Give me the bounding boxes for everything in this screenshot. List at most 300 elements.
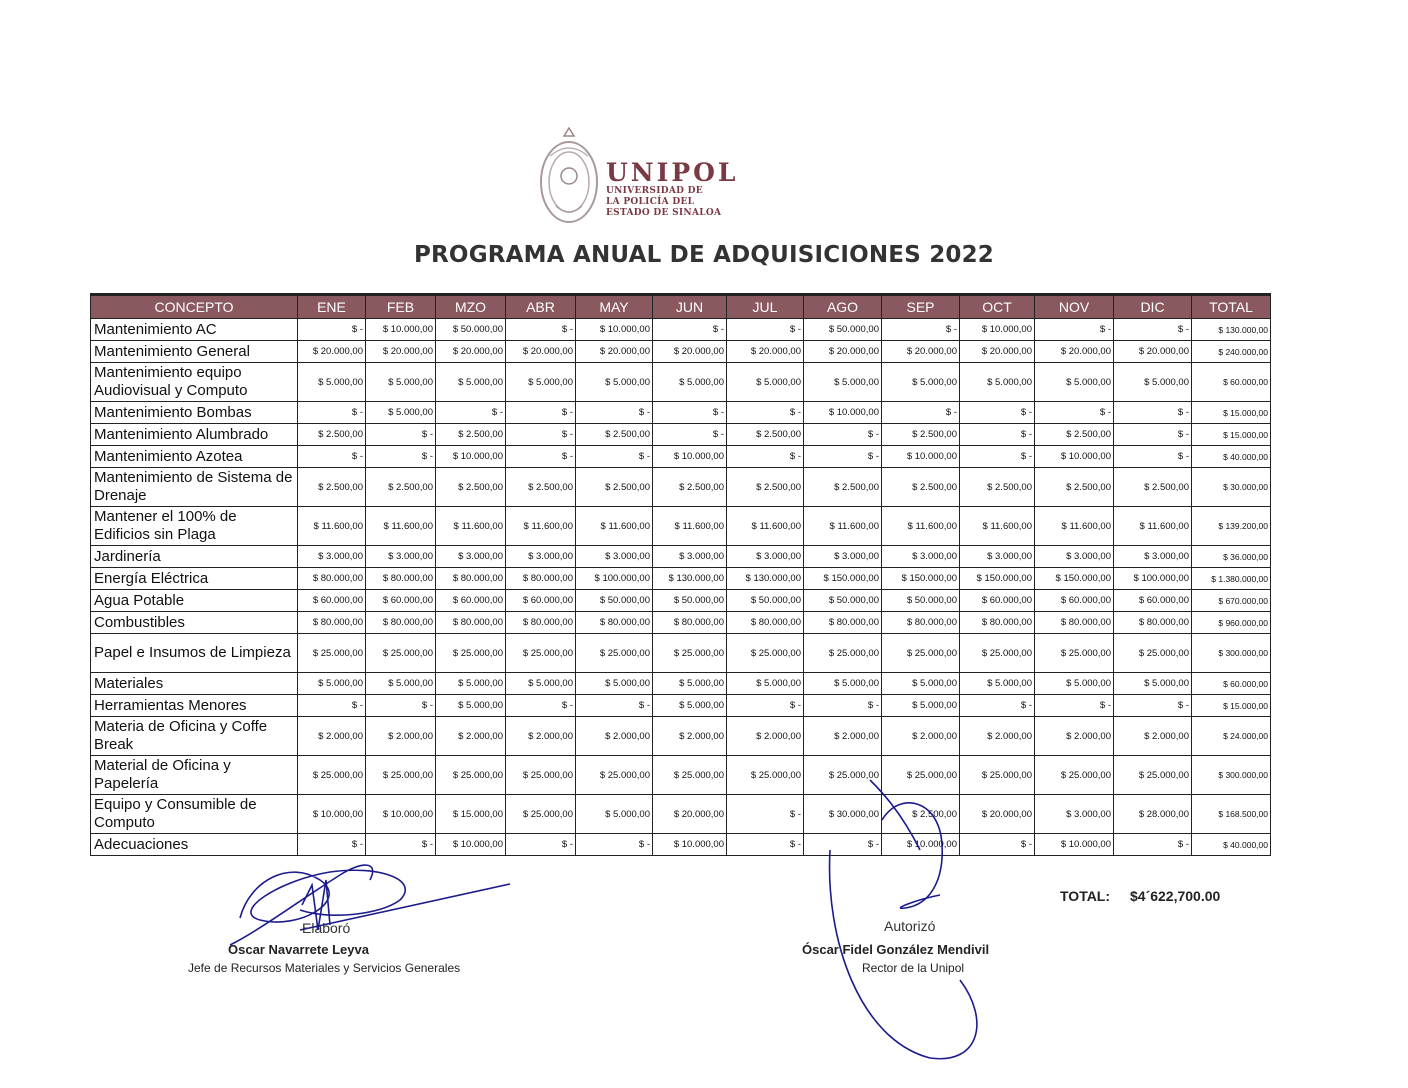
month-value-cell: $ - [298,402,366,424]
header-cell: SEP [882,295,960,319]
brand-line-2: LA POLICÍA DEL [606,197,695,207]
month-value-cell: $ 3.000,00 [804,546,882,568]
month-value-cell: $ 80.000,00 [1035,612,1114,634]
month-value-cell: $ 2.500,00 [653,468,727,507]
header-cell: AGO [804,295,882,319]
concept-cell: Energía Eléctrica [91,568,298,590]
header-cell: ENE [298,295,366,319]
month-value-cell: $ 25.000,00 [298,756,366,795]
concept-cell: Herramientas Menores [91,695,298,717]
table-row [91,568,1271,590]
concept-cell: Mantenimiento AC [91,319,298,341]
month-value-cell: $ 5.000,00 [1114,363,1192,402]
month-value-cell: $ 20.000,00 [882,341,960,363]
month-value-cell: $ 2.500,00 [436,468,506,507]
month-value-cell: $ 2.500,00 [727,424,804,446]
table-row [91,546,1271,568]
total-cell: $ 168.500,00 [1192,795,1271,834]
total-cell: $ 15.000,00 [1192,695,1271,717]
month-value-cell: $ 30.000,00 [804,795,882,834]
acquisitions-table [90,293,1271,856]
month-value-cell: $ 20.000,00 [1114,341,1192,363]
month-value-cell: $ - [1035,402,1114,424]
header-cell: MAY [576,295,653,319]
month-value-cell: $ 10.000,00 [576,319,653,341]
month-value-cell: $ 50.000,00 [653,590,727,612]
month-value-cell: $ 15.000,00 [436,795,506,834]
month-value-cell: $ 20.000,00 [1035,341,1114,363]
month-value-cell: $ 5.000,00 [366,673,436,695]
table-row [91,402,1271,424]
month-value-cell: $ 2.500,00 [727,468,804,507]
authorized-by-label: Autorizó [884,918,936,934]
table-row [91,507,1271,546]
month-value-cell: $ 25.000,00 [576,756,653,795]
month-value-cell: $ 5.000,00 [727,363,804,402]
table-row [91,590,1271,612]
month-value-cell: $ 2.000,00 [727,717,804,756]
brand-block [606,160,739,219]
month-value-cell: $ 25.000,00 [436,756,506,795]
month-value-cell: $ 25.000,00 [1114,634,1192,673]
month-value-cell: $ 25.000,00 [1035,756,1114,795]
month-value-cell: $ 2.000,00 [804,717,882,756]
month-value-cell: $ 2.000,00 [882,717,960,756]
month-value-cell: $ 3.000,00 [1114,546,1192,568]
month-value-cell: $ 3.000,00 [436,546,506,568]
month-value-cell: $ 130.000,00 [653,568,727,590]
month-value-cell: $ 3.000,00 [727,546,804,568]
month-value-cell: $ 5.000,00 [960,363,1035,402]
table-row [91,695,1271,717]
concept-cell: Mantenimiento General [91,341,298,363]
month-value-cell: $ 60.000,00 [298,590,366,612]
total-cell: $ 960.000,00 [1192,612,1271,634]
month-value-cell: $ - [882,319,960,341]
month-value-cell: $ 2.500,00 [576,424,653,446]
month-value-cell: $ 25.000,00 [727,634,804,673]
month-value-cell: $ 20.000,00 [653,795,727,834]
grand-total-label: TOTAL: [1060,888,1111,904]
concept-cell: Combustibles [91,612,298,634]
month-value-cell: $ 150.000,00 [804,568,882,590]
table-row [91,834,1271,856]
month-value-cell: $ 5.000,00 [960,673,1035,695]
month-value-cell: $ 80.000,00 [960,612,1035,634]
month-value-cell: $ 5.000,00 [366,363,436,402]
month-value-cell: $ 25.000,00 [727,756,804,795]
month-value-cell: $ 2.000,00 [576,717,653,756]
month-value-cell: $ - [960,446,1035,468]
month-value-cell: $ - [298,834,366,856]
month-value-cell: $ 80.000,00 [366,612,436,634]
month-value-cell: $ - [1114,319,1192,341]
concept-cell: Mantenimiento equipo Audiovisual y Computo [91,363,298,402]
month-value-cell: $ 5.000,00 [298,673,366,695]
month-value-cell: $ 25.000,00 [653,634,727,673]
header-cell: MZO [436,295,506,319]
month-value-cell: $ 2.500,00 [576,468,653,507]
month-value-cell: $ 25.000,00 [576,634,653,673]
concept-cell: Material de Oficina y Papelería [91,756,298,795]
seal-emblem-icon [536,126,602,226]
month-value-cell: $ 2.500,00 [298,468,366,507]
month-value-cell: $ 25.000,00 [506,795,576,834]
month-value-cell: $ 2.000,00 [436,717,506,756]
month-value-cell: $ 5.000,00 [804,673,882,695]
table-row [91,612,1271,634]
table-row [91,424,1271,446]
month-value-cell: $ 5.000,00 [436,363,506,402]
month-value-cell: $ 10.000,00 [882,834,960,856]
month-value-cell: $ 130.000,00 [727,568,804,590]
month-value-cell: $ 3.000,00 [576,546,653,568]
month-value-cell: $ 80.000,00 [298,568,366,590]
table-row [91,446,1271,468]
month-value-cell: $ 80.000,00 [804,612,882,634]
month-value-cell: $ 20.000,00 [506,341,576,363]
header-cell: DIC [1114,295,1192,319]
concept-cell: Adecuaciones [91,834,298,856]
concept-cell: Papel e Insumos de Limpieza [91,634,298,673]
header-cell: NOV [1035,295,1114,319]
month-value-cell: $ - [366,834,436,856]
month-value-cell: $ 25.000,00 [366,634,436,673]
month-value-cell: $ 60.000,00 [366,590,436,612]
table-row [91,341,1271,363]
month-value-cell: $ - [804,446,882,468]
concept-cell: Mantenimiento Alumbrado [91,424,298,446]
month-value-cell: $ - [727,834,804,856]
month-value-cell: $ - [576,834,653,856]
month-value-cell: $ 10.000,00 [1035,834,1114,856]
total-cell: $ 300.000,00 [1192,756,1271,795]
month-value-cell: $ 25.000,00 [882,634,960,673]
month-value-cell: $ 50.000,00 [727,590,804,612]
month-value-cell: $ - [727,795,804,834]
month-value-cell: $ 10.000,00 [960,319,1035,341]
month-value-cell: $ 2.500,00 [506,468,576,507]
month-value-cell: $ 25.000,00 [366,756,436,795]
header-cell: TOTAL [1192,295,1271,319]
total-cell: $ 1.380.000,00 [1192,568,1271,590]
table-row [91,795,1271,834]
month-value-cell: $ 80.000,00 [727,612,804,634]
prepared-by-role: Jefe de Recursos Materiales y Servicios Generales [188,961,461,975]
header-cell: ABR [506,295,576,319]
month-value-cell: $ 3.000,00 [1035,795,1114,834]
month-value-cell: $ 3.000,00 [960,546,1035,568]
month-value-cell: $ 80.000,00 [366,568,436,590]
month-value-cell: $ 60.000,00 [1114,590,1192,612]
month-value-cell: $ 11.600,00 [1114,507,1192,546]
month-value-cell: $ 5.000,00 [653,673,727,695]
month-value-cell: $ 3.000,00 [298,546,366,568]
month-value-cell: $ 5.000,00 [653,363,727,402]
month-value-cell: $ 20.000,00 [436,341,506,363]
month-value-cell: $ - [727,446,804,468]
month-value-cell: $ 11.600,00 [727,507,804,546]
month-value-cell: $ 10.000,00 [298,795,366,834]
table-row [91,634,1271,673]
month-value-cell: $ 2.000,00 [1035,717,1114,756]
month-value-cell: $ - [960,695,1035,717]
month-value-cell: $ 80.000,00 [436,612,506,634]
concept-cell: Mantenimiento Bombas [91,402,298,424]
month-value-cell: $ 20.000,00 [576,341,653,363]
month-value-cell: $ - [727,402,804,424]
month-value-cell: $ 5.000,00 [576,795,653,834]
concept-cell: Mantenimiento de Sistema de Drenaje [91,468,298,507]
month-value-cell: $ 11.600,00 [653,507,727,546]
month-value-cell: $ 60.000,00 [506,590,576,612]
month-value-cell: $ 3.000,00 [506,546,576,568]
month-value-cell: $ 25.000,00 [1114,756,1192,795]
month-value-cell: $ 25.000,00 [960,634,1035,673]
month-value-cell: $ - [576,402,653,424]
month-value-cell: $ 20.000,00 [804,341,882,363]
header-cell: CONCEPTO [91,295,298,319]
month-value-cell: $ 2.500,00 [298,424,366,446]
total-cell: $ 15.000,00 [1192,424,1271,446]
concept-cell: Mantenimiento Azotea [91,446,298,468]
month-value-cell: $ 25.000,00 [882,756,960,795]
month-value-cell: $ - [882,402,960,424]
month-value-cell: $ 3.000,00 [1035,546,1114,568]
month-value-cell: $ 10.000,00 [436,834,506,856]
month-value-cell: $ - [366,446,436,468]
month-value-cell: $ 5.000,00 [1114,673,1192,695]
month-value-cell: $ 80.000,00 [506,612,576,634]
total-cell: $ 60.000,00 [1192,673,1271,695]
month-value-cell: $ - [653,402,727,424]
month-value-cell: $ 150.000,00 [882,568,960,590]
month-value-cell: $ - [960,424,1035,446]
month-value-cell: $ - [804,834,882,856]
month-value-cell: $ 2.500,00 [804,468,882,507]
month-value-cell: $ - [1035,695,1114,717]
brand-name: UNIPOL [606,158,739,187]
concept-cell: Mantener el 100% de Edificios sin Plaga [91,507,298,546]
month-value-cell: $ 2.000,00 [960,717,1035,756]
total-cell: $ 130.000,00 [1192,319,1271,341]
month-value-cell: $ 25.000,00 [960,756,1035,795]
month-value-cell: $ 11.600,00 [960,507,1035,546]
month-value-cell: $ 20.000,00 [298,341,366,363]
month-value-cell: $ 5.000,00 [727,673,804,695]
month-value-cell: $ 2.500,00 [882,795,960,834]
total-cell: $ 40.000,00 [1192,446,1271,468]
month-value-cell: $ 2.500,00 [1114,468,1192,507]
month-value-cell: $ - [960,402,1035,424]
month-value-cell: $ 25.000,00 [804,634,882,673]
concept-cell: Materia de Oficina y Coffe Break [91,717,298,756]
month-value-cell: $ 80.000,00 [506,568,576,590]
concept-cell: Agua Potable [91,590,298,612]
month-value-cell: $ - [298,695,366,717]
authorized-by-role: Rector de la Unipol [862,961,965,975]
month-value-cell: $ 5.000,00 [1035,673,1114,695]
concept-cell: Equipo y Consumible de Computo [91,795,298,834]
month-value-cell: $ 25.000,00 [298,634,366,673]
total-cell: $ 36.000,00 [1192,546,1271,568]
month-value-cell: $ 20.000,00 [727,341,804,363]
month-value-cell: $ 50.000,00 [576,590,653,612]
month-value-cell: $ - [804,695,882,717]
month-value-cell: $ 25.000,00 [804,756,882,795]
month-value-cell: $ 100.000,00 [1114,568,1192,590]
concept-cell: Materiales [91,673,298,695]
month-value-cell: $ 11.600,00 [298,507,366,546]
total-cell: $ 40.000,00 [1192,834,1271,856]
table-row [91,756,1271,795]
month-value-cell: $ 2.000,00 [1114,717,1192,756]
month-value-cell: $ 60.000,00 [1035,590,1114,612]
header-cell: JUN [653,295,727,319]
month-value-cell: $ - [1114,695,1192,717]
month-value-cell: $ 2.000,00 [653,717,727,756]
month-value-cell: $ 5.000,00 [506,363,576,402]
month-value-cell: $ 100.000,00 [576,568,653,590]
month-value-cell: $ 80.000,00 [436,568,506,590]
month-value-cell: $ - [576,695,653,717]
month-value-cell: $ 5.000,00 [882,673,960,695]
month-value-cell: $ 10.000,00 [653,446,727,468]
month-value-cell: $ 50.000,00 [882,590,960,612]
month-value-cell: $ 5.000,00 [298,363,366,402]
month-value-cell: $ 80.000,00 [298,612,366,634]
month-value-cell: $ 2.000,00 [506,717,576,756]
month-value-cell: $ 10.000,00 [366,795,436,834]
month-value-cell: $ - [506,695,576,717]
month-value-cell: $ - [506,446,576,468]
month-value-cell: $ 2.500,00 [366,468,436,507]
month-value-cell: $ 20.000,00 [960,795,1035,834]
month-value-cell: $ - [727,695,804,717]
month-value-cell: $ - [506,319,576,341]
total-cell: $ 300.000,00 [1192,634,1271,673]
month-value-cell: $ - [1114,446,1192,468]
left-signature-scribble [230,865,510,945]
unipol-logo [536,126,739,226]
month-value-cell: $ - [960,834,1035,856]
month-value-cell: $ 150.000,00 [1035,568,1114,590]
table-header-row [91,295,1271,319]
total-cell: $ 670.000,00 [1192,590,1271,612]
month-value-cell: $ 10.000,00 [436,446,506,468]
month-value-cell: $ 11.600,00 [506,507,576,546]
month-value-cell: $ 60.000,00 [960,590,1035,612]
month-value-cell: $ - [366,695,436,717]
month-value-cell: $ 2.500,00 [1035,424,1114,446]
month-value-cell: $ 25.000,00 [506,634,576,673]
month-value-cell: $ 3.000,00 [653,546,727,568]
month-value-cell: $ 2.500,00 [436,424,506,446]
total-cell: $ 139.200,00 [1192,507,1271,546]
authorized-by-name: Óscar Fidel González Mendivil [802,942,990,957]
month-value-cell: $ 150.000,00 [960,568,1035,590]
month-value-cell: $ 50.000,00 [436,319,506,341]
month-value-cell: $ 11.600,00 [804,507,882,546]
month-value-cell: $ 5.000,00 [1035,363,1114,402]
month-value-cell: $ 5.000,00 [506,673,576,695]
month-value-cell: $ 10.000,00 [1035,446,1114,468]
month-value-cell: $ - [1114,402,1192,424]
total-cell: $ 15.000,00 [1192,402,1271,424]
month-value-cell: $ 5.000,00 [436,695,506,717]
table-row [91,468,1271,507]
total-cell: $ 60.000,00 [1192,363,1271,402]
month-value-cell: $ 5.000,00 [882,695,960,717]
table-row [91,673,1271,695]
header-cell: JUL [727,295,804,319]
month-value-cell: $ - [727,319,804,341]
month-value-cell: $ 2.000,00 [366,717,436,756]
total-cell: $ 30.000,00 [1192,468,1271,507]
month-value-cell: $ 80.000,00 [1114,612,1192,634]
month-value-cell: $ 3.000,00 [366,546,436,568]
brand-line-1: UNIVERSIDAD DE [606,186,703,196]
month-value-cell: $ 11.600,00 [436,507,506,546]
month-value-cell: $ - [436,402,506,424]
total-cell: $ 24.000,00 [1192,717,1271,756]
month-value-cell: $ 20.000,00 [653,341,727,363]
month-value-cell: $ - [506,424,576,446]
header-cell: FEB [366,295,436,319]
month-value-cell: $ - [506,834,576,856]
month-value-cell: $ - [653,319,727,341]
month-value-cell: $ 80.000,00 [576,612,653,634]
month-value-cell: $ 2.500,00 [882,424,960,446]
month-value-cell: $ 20.000,00 [366,341,436,363]
total-cell: $ 240.000,00 [1192,341,1271,363]
month-value-cell: $ 60.000,00 [436,590,506,612]
month-value-cell: $ 2.500,00 [1035,468,1114,507]
month-value-cell: $ 5.000,00 [576,673,653,695]
month-value-cell: $ 25.000,00 [506,756,576,795]
month-value-cell: $ 11.600,00 [576,507,653,546]
month-value-cell: $ 2.000,00 [298,717,366,756]
grand-total-value: $4´622,700.00 [1130,888,1221,904]
prepared-by-label: Elaboró [302,920,351,936]
header-cell: OCT [960,295,1035,319]
month-value-cell: $ - [1035,319,1114,341]
month-value-cell: $ - [1114,424,1192,446]
month-value-cell: $ 28.000,00 [1114,795,1192,834]
month-value-cell: $ 11.600,00 [1035,507,1114,546]
month-value-cell: $ 11.600,00 [882,507,960,546]
brand-line-3: ESTADO DE SINALOA [606,208,722,218]
table-row [91,319,1271,341]
month-value-cell: $ 5.000,00 [882,363,960,402]
page-title: PROGRAMA ANUAL DE ADQUISICIONES 2022 [413,242,995,268]
month-value-cell: $ 2.500,00 [960,468,1035,507]
prepared-by-name: Óscar Navarrete Leyva [228,942,369,957]
month-value-cell: $ 10.000,00 [882,446,960,468]
month-value-cell: $ - [653,424,727,446]
month-value-cell: $ 80.000,00 [882,612,960,634]
month-value-cell: $ 25.000,00 [436,634,506,673]
month-value-cell: $ 50.000,00 [804,319,882,341]
month-value-cell: $ 3.000,00 [882,546,960,568]
month-value-cell: $ - [366,424,436,446]
month-value-cell: $ 11.600,00 [366,507,436,546]
grand-total [1060,888,1220,904]
table-row [91,717,1271,756]
month-value-cell: $ 5.000,00 [366,402,436,424]
month-value-cell: $ - [298,446,366,468]
concept-cell: Jardinería [91,546,298,568]
